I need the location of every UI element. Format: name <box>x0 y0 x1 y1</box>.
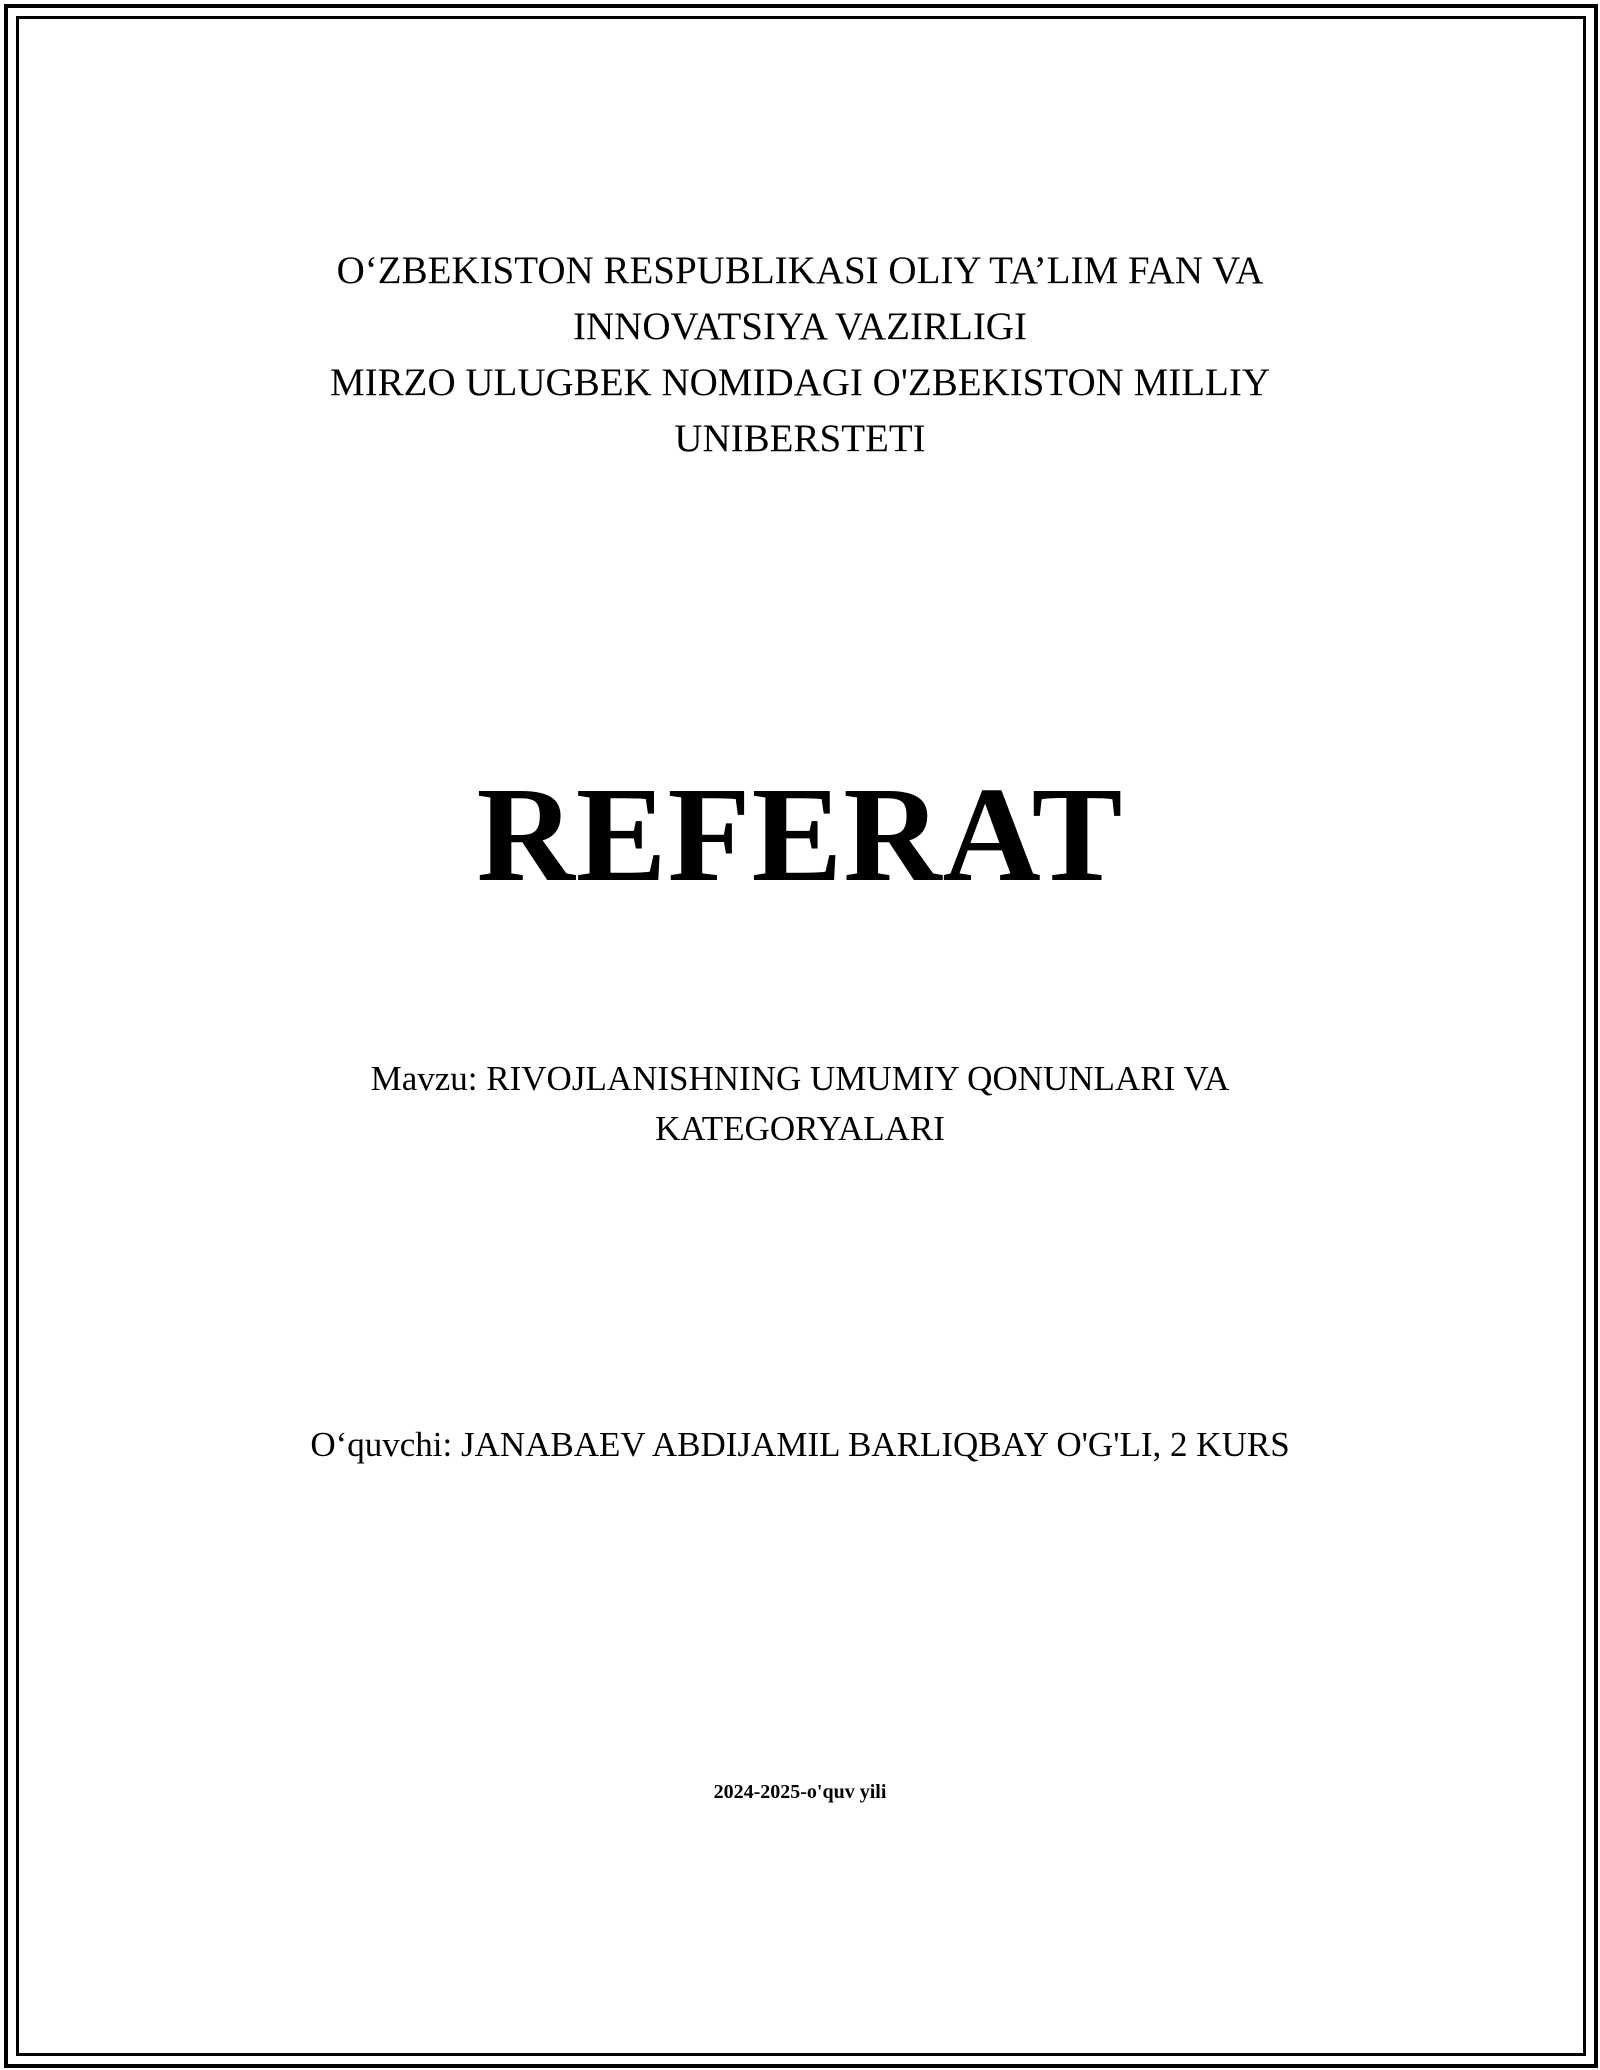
header-line: UNIBERSTETI <box>674 417 926 460</box>
academic-year: 2024-2025-o'quv yili <box>713 1781 887 1803</box>
header-line: INNOVATSIYA VAZIRLIGI <box>573 305 1027 348</box>
topic <box>0 1054 1600 1154</box>
topic-line: Mavzu: RIVOJLANISHNING UMUMIY QONUNLARI VA <box>370 1059 1230 1098</box>
topic-line: KATEGORYALARI <box>655 1109 945 1148</box>
student-info: O‘quvchi: JANABAEV ABDIJAMIL BARLIQBAY O'G'LI, 2 KURS <box>310 1425 1290 1464</box>
document-title: REFERAT <box>476 760 1124 910</box>
header-line: MIRZO ULUGBEK NOMIDAGI O'ZBEKISTON MILLIY <box>329 361 1271 404</box>
ministry-header <box>0 243 1600 467</box>
header-line: O‘ZBEKISTON RESPUBLIKASI OLIY TA’LIM FAN VA <box>336 249 1264 292</box>
